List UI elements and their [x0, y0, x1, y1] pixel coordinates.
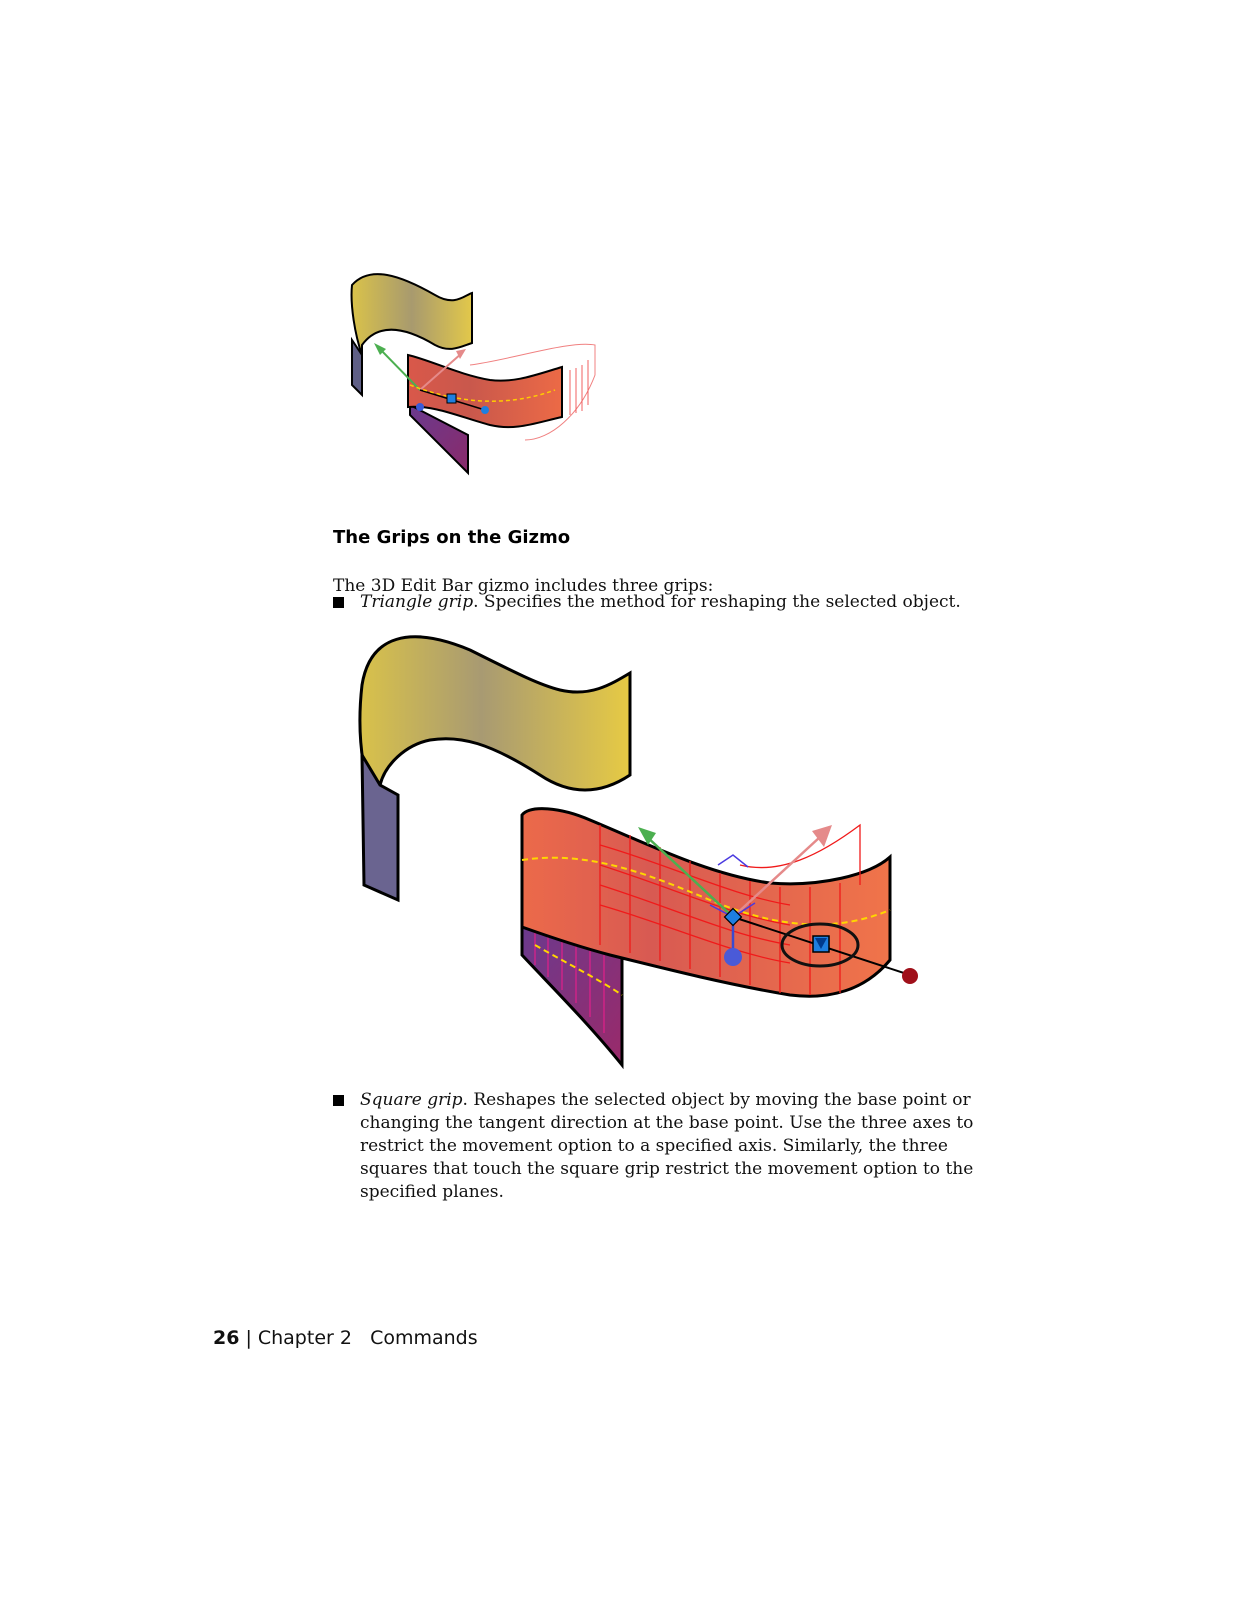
bullet-square-icon — [333, 1095, 344, 1106]
bullet-term: Square grip — [360, 1090, 463, 1110]
square-grip-small — [447, 394, 456, 403]
chapter-title: Commands — [370, 1327, 478, 1349]
intro-paragraph: The 3D Edit Bar gizmo includes three grips: — [333, 576, 714, 596]
bullet-text: . Specifies the method for reshaping the selected object. — [473, 592, 961, 612]
bullet-text: . Reshapes the selected object by moving the base point or changing the tangent direction at the base point. Use the three axes to restrict the movement option to a specified axis. Similarly, the three squares that touch the square grip restrict the movement option to the specified planes. — [360, 1090, 974, 1202]
section-heading: The Grips on the Gizmo — [333, 527, 571, 548]
bullet-square-icon — [333, 597, 344, 608]
yellow-surface — [352, 274, 472, 355]
footer-separator: | — [245, 1327, 252, 1349]
page-number: 26 — [213, 1327, 240, 1349]
bullet-triangle-grip — [333, 591, 983, 614]
bullet-term: Triangle grip — [360, 592, 474, 612]
bullet-square-grip — [333, 1089, 983, 1204]
figure-large-edit-bar — [350, 625, 930, 1075]
yellow-surface — [360, 637, 630, 790]
red-axis-arrowhead — [812, 825, 832, 847]
base-grip — [724, 948, 742, 966]
chapter-label: Chapter 2 — [257, 1327, 352, 1349]
end-point-grip — [902, 968, 918, 984]
page-footer — [213, 1327, 478, 1349]
figure-small-edit-bar — [340, 265, 610, 480]
